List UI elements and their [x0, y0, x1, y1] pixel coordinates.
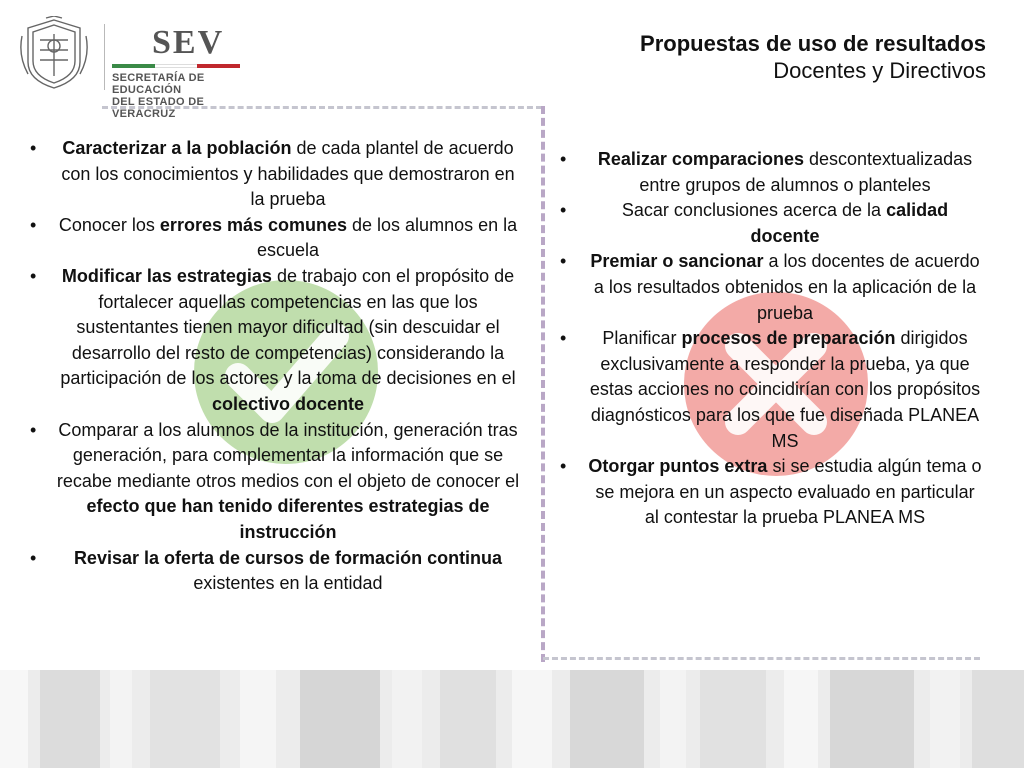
bottom-decor-band	[0, 670, 1024, 768]
bold-text: colectivo docente	[211, 393, 365, 414]
text: de los alumnos en la escuela	[256, 214, 518, 261]
frame-dash-top	[102, 106, 542, 109]
text: de cada plantel de acuerdo con los conocimientos y habilidades que demostraron en la prueba	[61, 138, 515, 210]
bullet-item	[22, 418, 522, 546]
stripe-green	[112, 64, 155, 68]
bullet-item	[22, 264, 522, 418]
frame-dash-bottom	[543, 657, 980, 660]
bold-text: Caracterizar a la población	[62, 138, 292, 158]
stripe-red	[197, 64, 240, 68]
logo-divider	[104, 24, 105, 90]
bold-text: Modificar las estrategias	[61, 265, 272, 286]
bold-text: efecto que han tenido diferentes estrategias de instrucción	[86, 496, 490, 542]
bullet-item	[22, 136, 522, 213]
text: existentes en la entidad	[193, 573, 383, 594]
sev-name: SEV	[152, 24, 225, 61]
slide-title	[640, 30, 986, 84]
bullet-item	[22, 546, 522, 597]
sev-subtitle-1: SECRETARÍA DE EDUCACIÓN	[112, 72, 205, 96]
bullet-item	[552, 147, 986, 198]
bold-text: Premiar o sancionar	[590, 251, 764, 272]
stripe-white	[155, 64, 198, 68]
title-sub: Docentes y Directivos	[773, 58, 986, 83]
left-column	[22, 136, 522, 597]
bold-text: Revisar la oferta de cursos de formación continua	[73, 547, 503, 568]
text: dirigidos exclusivamente a responder la prueba, ya que estas acciones no coincidirían con los propósitos diagnósticos para los que fue diseñada PLANEA MS	[589, 328, 981, 451]
text: a los docentes de acuerdo a los resultados obtenidos en la aplicación de la prueba	[593, 251, 980, 323]
left-bullet-list	[22, 136, 522, 597]
text: descontextualizadas entre grupos de alumnos o planteles	[639, 149, 973, 195]
bullet-item	[552, 326, 986, 454]
text: de trabajo con el propósito de fortalecer aquellas competencias en las que los sustentantes tienen mayor dificultad (sin descuidar el desarrollo del resto de competencias) considerando la participación de los actores y la toma de decisiones en el	[60, 265, 516, 389]
sev-logo	[18, 16, 248, 120]
title-main: Propuestas de uso de resultados	[640, 31, 986, 56]
text: Sacar conclusiones acerca de la	[621, 200, 887, 221]
right-column	[552, 147, 986, 531]
text: Planificar	[602, 328, 682, 349]
bold-text: errores más comunes	[159, 214, 348, 235]
veracruz-crest-icon	[18, 16, 90, 92]
right-bullet-list	[552, 147, 986, 531]
bold-text: calidad docente	[750, 200, 949, 246]
bold-text: Realizar comparaciones	[597, 149, 804, 169]
bold-text: Otorgar puntos extra	[588, 456, 768, 477]
text: si se estudia algún tema o se mejora en un aspecto evaluado en particular al contestar la prueba PLANEA MS	[595, 456, 982, 528]
bold-text: procesos de preparación	[681, 328, 896, 349]
flag-stripe	[112, 64, 240, 68]
bullet-item	[22, 213, 522, 264]
frame-dash-vertical	[541, 106, 545, 662]
bullet-item	[552, 198, 986, 249]
text: Conocer los	[58, 214, 160, 235]
sev-subtitle-2: DEL ESTADO DE VERACRUZ	[112, 96, 205, 120]
bullet-item	[552, 454, 986, 531]
text: Comparar a los alumnos de la institución, generación tras generación, para complementar la información que se recabe mediante otros medios con el objeto de conocer el	[56, 419, 520, 491]
bullet-item	[552, 249, 986, 326]
